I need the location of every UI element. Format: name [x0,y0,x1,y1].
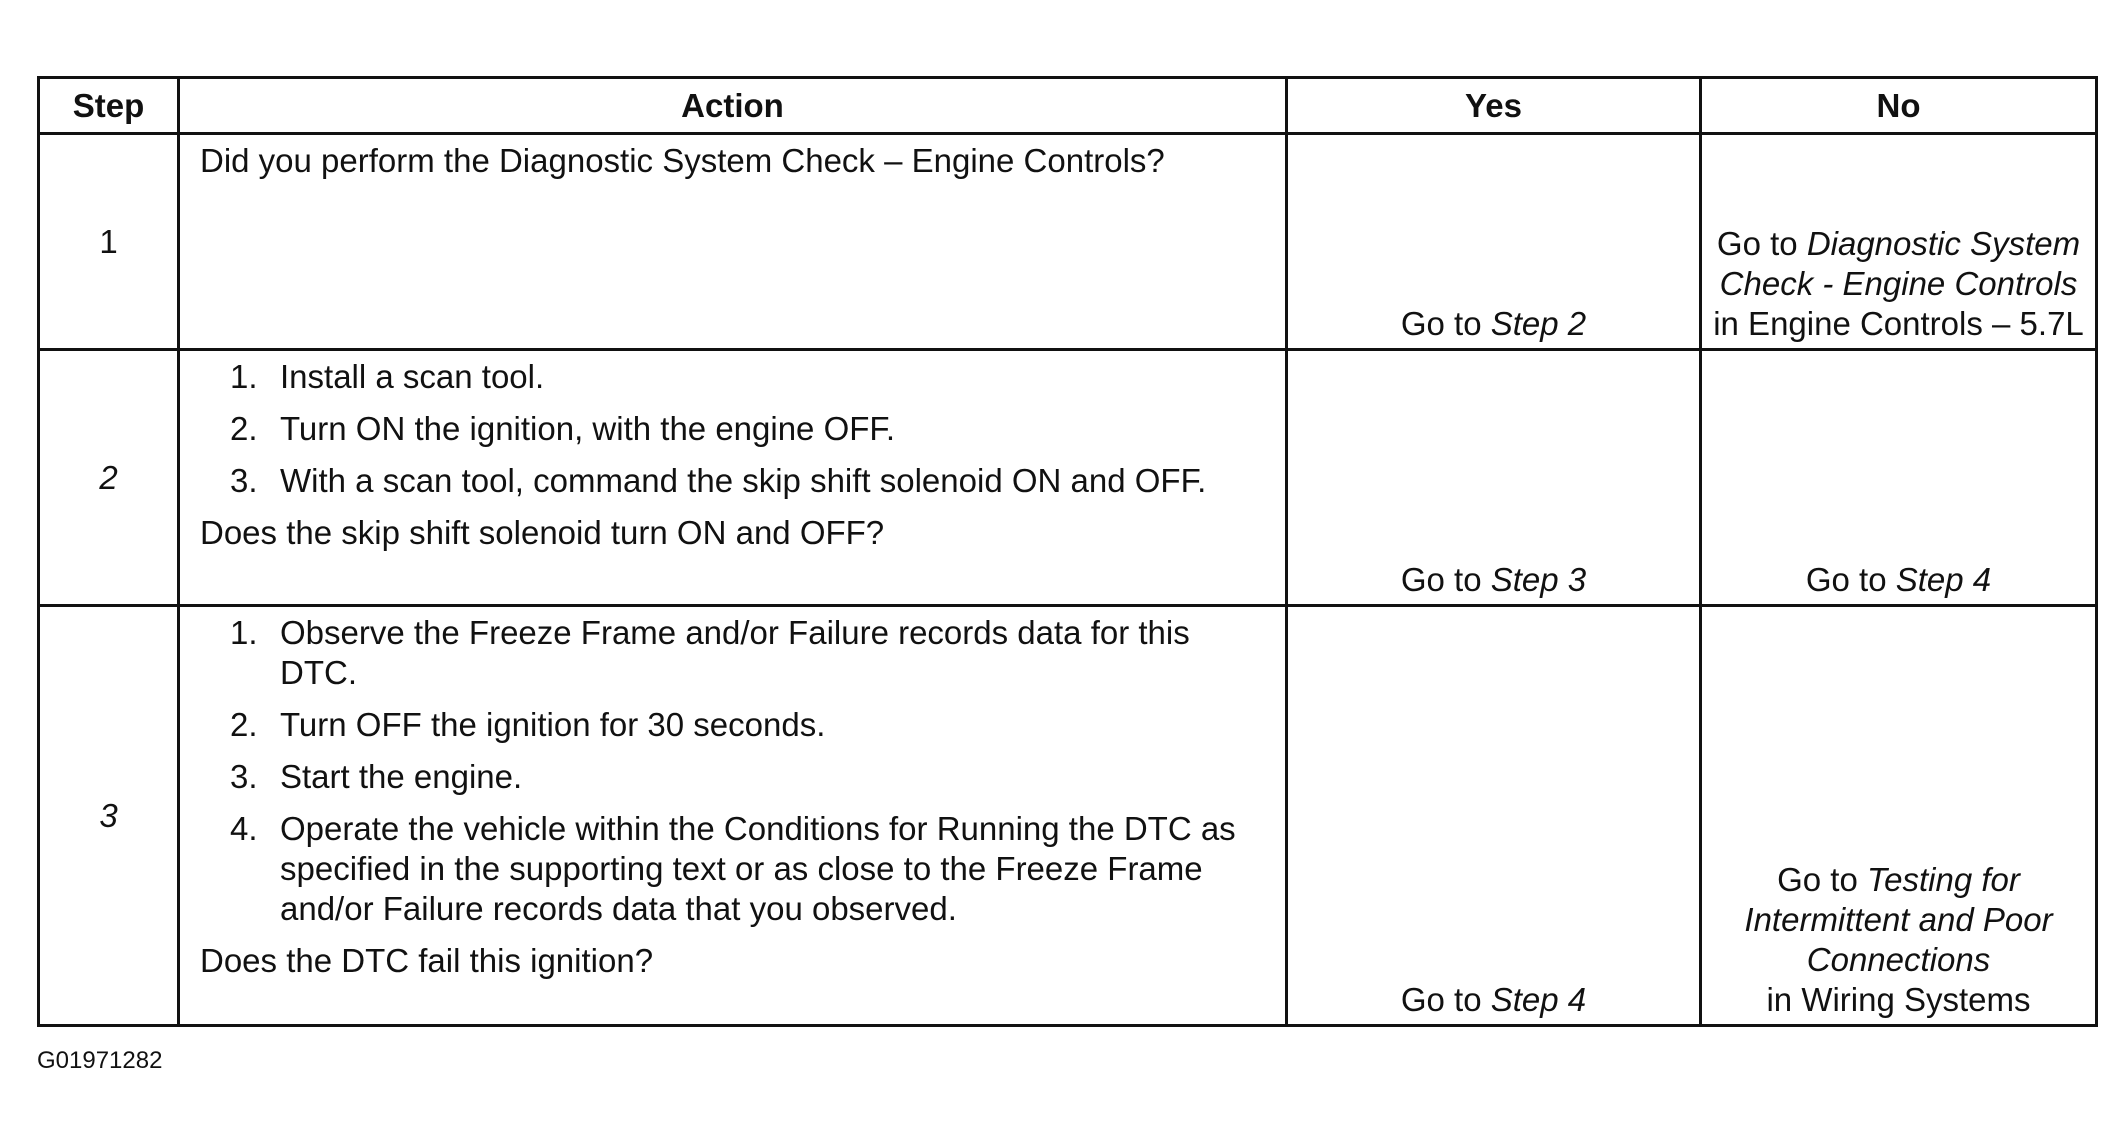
yes-goto[interactable] [1401,980,1586,1020]
yes-goto-link[interactable]: Step 3 [1490,561,1587,598]
no-cell [1701,350,2097,606]
action-step-item [200,461,1269,501]
action-step-text: Install a scan tool. [280,358,545,395]
no-goto-prefix: Go to [1716,225,1807,262]
no-goto-suffix: in Engine Controls – 5.7L [1713,305,2084,342]
no-goto[interactable] [1702,224,2095,304]
yes-goto-prefix: Go to [1400,305,1491,342]
step-number: 1 [39,134,179,350]
action-step-num: 2. [230,410,258,447]
yes-goto-prefix: Go to [1400,981,1491,1018]
yes-goto[interactable] [1401,560,1586,600]
no-goto[interactable] [1806,560,1991,600]
table-header-row [39,78,2097,134]
table-row [39,606,2097,1026]
header-no: No [1701,78,2097,134]
table-row [39,350,2097,606]
step-number: 2 [39,350,179,606]
yes-goto-link[interactable]: Step 2 [1490,305,1587,342]
action-question: Does the DTC fail this ignition? [200,942,654,979]
diagnostic-table [37,76,2098,1027]
step-number: 3 [39,606,179,1026]
action-cell [179,606,1287,1026]
header-yes: Yes [1287,78,1701,134]
yes-cell [1287,606,1701,1026]
action-step-text: With a scan tool, command the skip shift solenoid ON and OFF. [280,462,1207,499]
action-question: Did you perform the Diagnostic System Check – Engine Controls? [200,142,1165,179]
no-cell [1701,606,2097,1026]
no-goto-prefix: Go to [1777,861,1867,898]
no-goto-prefix: Go to [1805,561,1896,598]
action-cell [179,134,1287,350]
action-step-item [200,757,1269,797]
action-cell [179,350,1287,606]
table-row [39,134,2097,350]
action-step-num: 1. [230,358,258,395]
action-step-item [200,705,1269,745]
action-step-num: 4. [230,810,258,847]
yes-cell [1287,134,1701,350]
action-question: Does the skip shift solenoid turn ON and OFF? [200,514,885,551]
action-step-text: Start the engine. [280,758,523,795]
yes-goto[interactable] [1401,304,1586,344]
no-cell [1701,134,2097,350]
action-step-item [200,809,1269,929]
header-step: Step [39,78,179,134]
action-step-text: Turn OFF the ignition for 30 seconds. [280,706,826,743]
action-step-item [200,357,1269,397]
no-goto-link[interactable]: Testing for Intermittent and Poor Connections [1744,861,2053,978]
yes-goto-prefix: Go to [1400,561,1491,598]
action-step-num: 1. [230,614,258,651]
action-step-text: Operate the vehicle within the Conditions for Running the DTC as specified in the supporting text or as close to the Freeze Frame and/or Failure records data that you observed. [280,810,1236,927]
no-goto-link[interactable]: Diagnostic System Check - Engine Controls [1719,225,2081,302]
action-step-num: 2. [230,706,258,743]
action-step-text: Turn ON the ignition, with the engine OFF. [280,410,896,447]
action-step-item [200,409,1269,449]
no-goto[interactable] [1702,860,2095,980]
action-step-num: 3. [230,758,258,795]
action-step-text: Observe the Freeze Frame and/or Failure records data for this DTC. [280,614,1190,691]
action-step-item [200,613,1269,693]
no-goto-suffix: in Wiring Systems [1766,981,2031,1018]
action-step-num: 3. [230,462,258,499]
action-step-list [200,357,1269,501]
figure-id: G01971282 [37,1047,163,1074]
yes-cell [1287,350,1701,606]
action-step-list [200,613,1269,929]
header-action: Action [179,78,1287,134]
no-goto-link[interactable]: Step 4 [1895,561,1992,598]
yes-goto-link[interactable]: Step 4 [1490,981,1587,1018]
